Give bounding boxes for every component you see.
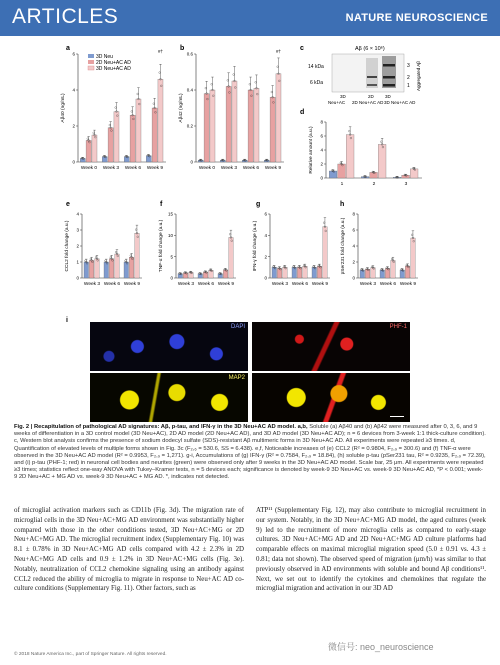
bar-g-2-0 (312, 267, 317, 278)
chart-g (252, 212, 330, 287)
band-label-1: 1 (407, 83, 410, 89)
bar-b-3-1 (270, 97, 275, 162)
bar-h-2-2 (411, 238, 416, 278)
y-tick-label: 0.4 (186, 87, 193, 93)
legend (88, 54, 131, 72)
bar-g-2-1 (317, 266, 322, 278)
bar-a-3-1 (152, 108, 157, 162)
panel-letter-e: e (66, 201, 70, 208)
y-tick-label: 6 (72, 51, 75, 57)
bar-d-0-1 (338, 164, 346, 178)
y-tick-label: 2 (352, 259, 355, 265)
x-tick-label: Week 6 (379, 282, 397, 287)
blot-band-2a (367, 76, 377, 78)
x-tick-label: Week 3 (83, 282, 101, 287)
y-tick-label: 4 (320, 147, 323, 153)
x-tick-label: Week 3 (102, 166, 120, 171)
panel-letter-g: g (256, 201, 261, 208)
bar-a-3-2 (158, 79, 163, 162)
bar-e-1-0 (104, 262, 109, 278)
band-label-2: 2 (407, 75, 410, 81)
blot-band-2b (383, 76, 395, 79)
legend-swatch-2d-neu-ac-ad (88, 60, 94, 64)
y-tick-label: 0 (170, 275, 173, 281)
micro-label-map2: MAP2 (228, 375, 245, 381)
x-tick-label: Week 3 (220, 166, 238, 171)
body-column-left: of microglial activation markers such as CD11b (Fig. 3d). The migration rate of microglial cells in the 3D Neu+AC+MG AD environment was substantially higher compared with those in the other conditions tested, 3D Neu+AC+MG or 2D Neu+AC+MG AD. The microglial recruitment index (Supplementary Fig. 10) was 8.1 ± 0.78% in 3D Neu+AC+MG AD cells compared with 4.2 ± 2.3% in 2D Neu+AC+MG AD cells and 0.9 ± 1.2% in 3D Neu+AC+MG cells (Fig. 3e). Notably, neutralization of CCL2 chemokine signaling using an antibody against CCL2 reduced the ability of microglia to migrate in response to Neu+AC AD co-culture conditions (Supplementary Fig. 11). Other factors, such as (14, 507, 244, 593)
bar-e-0-1 (89, 260, 94, 278)
x-tick-label: Week 3 (177, 282, 195, 287)
x-tick-label: Week 6 (124, 166, 142, 171)
lane-label-2: 2D Neu+AC AD (352, 100, 384, 105)
y-tick-label: 4 (76, 211, 79, 217)
y-tick-label: 6 (352, 227, 355, 233)
bar-e-2-0 (124, 262, 129, 278)
micro-map2 (90, 373, 248, 422)
bar-b-0-2 (210, 90, 215, 162)
bar-h-1-2 (391, 260, 396, 278)
y-tick-label: 2 (72, 123, 75, 129)
caption-lead: Fig. 2 | Recapitulation of pathological AD signatures: Aβ, p-tau, and IFN-γ in the 3D Neu+AC AD model. a,b, (14, 424, 308, 430)
bar-b-1-1 (226, 86, 231, 162)
x-tick-label: Week 6 (197, 282, 215, 287)
legend-label-2d-neu-ac-ad: 2D Neu+AC AD (96, 60, 131, 66)
aggregated-label: Aggregated Aβ (416, 61, 421, 91)
bar-d-0-2 (346, 135, 354, 178)
blot-smear-lane-2 (366, 58, 378, 88)
blot-band-1a (367, 84, 377, 86)
band-label-3: 3 (407, 63, 410, 69)
micro-label-dapi: DAPI (230, 324, 245, 330)
bar-a-0-2 (92, 135, 97, 162)
bar-e-1-1 (109, 259, 114, 278)
y-tick-label: 8 (320, 119, 323, 125)
x-tick-label: Week 0 (198, 166, 216, 171)
x-tick-label: 3 (404, 182, 408, 187)
bar-f-2-2 (229, 237, 234, 278)
y-axis-label: Aβ42 (ng/mL) (179, 93, 184, 123)
x-tick-label: Week 9 (399, 282, 417, 287)
y-axis-label: pSer231 fold change (a.u.) (341, 217, 346, 275)
chart-f (158, 212, 236, 287)
x-tick-label: 2 (372, 182, 376, 187)
y-tick-label: 0 (352, 275, 355, 281)
lane-label-1: Neu+AC (328, 100, 346, 105)
y-tick-label: 10 (167, 232, 173, 238)
panel-letter-c: c (300, 45, 304, 52)
y-tick-label: 0 (72, 159, 75, 165)
chart-e (64, 212, 142, 287)
y-tick-label: 0 (320, 175, 323, 181)
bar-h-0-2 (371, 268, 376, 278)
figure-panels (0, 36, 500, 326)
micro-phf1 (252, 322, 410, 371)
y-axis-label: CCL2 fold change (a.u.) (65, 220, 70, 272)
y-tick-label: 0 (264, 275, 267, 281)
x-tick-label: Week 9 (123, 282, 141, 287)
bar-b-2-1 (248, 90, 253, 162)
bar-a-1-2 (114, 112, 119, 162)
body-column-right: ATP¹¹ (Supplementary Fig. 12), may also contribute to microglial recruitment in our system. Notably, in the 3D Neu+AC+MG AD model, the aged cultures (week 9) led to the recruitment of more microglia cells as compared to early-stage cultures. 3D Neu+AC+MG AD and 2D Neu+AC+MG AD culture platforms had comparable effects on maximal microglial migration speed (5.0 ± 0.91 vs. 4.3 ± 0.81; data not shown). The observed speed of migration (μm/h) was similar to that previously observed in AD environments with soluble and bound Aβ conditions¹¹. Next, we set out to identify the cytokines and chemokines that regulate the microglial migration and activation in our 3D AD (256, 507, 486, 593)
y-tick-label: 0 (190, 159, 193, 165)
bar-h-2-1 (405, 266, 410, 278)
bar-g-1-2 (303, 266, 308, 278)
bar-a-2-2 (136, 99, 141, 162)
bar-g-1-1 (297, 267, 302, 278)
x-tick-label: Week 3 (359, 282, 377, 287)
y-tick-label: 8 (352, 211, 355, 217)
blot-marker-6kda: 6 kDa (310, 80, 324, 86)
y-tick-label: 5 (170, 254, 173, 260)
bar-b-3-2 (276, 74, 281, 162)
y-tick-label: 2 (76, 243, 79, 249)
y-tick-label: 0 (76, 275, 79, 281)
blot-marker-14kda: 14 kDa (308, 64, 324, 70)
x-tick-label: Week 9 (264, 166, 282, 171)
x-tick-label: Week 0 (80, 166, 98, 171)
y-tick-label: 4 (264, 232, 267, 238)
bar-a-1-1 (108, 128, 113, 162)
chart-h (340, 212, 418, 287)
chart-d (308, 120, 422, 187)
x-tick-label: Week 6 (291, 282, 309, 287)
figure-caption (14, 424, 486, 482)
blot-smear-lane-3 (382, 56, 396, 88)
chart-b (178, 49, 284, 171)
bar-a-2-1 (130, 115, 135, 162)
micro-dapi (90, 322, 248, 371)
y-axis-label: Aβ40 (ng/mL) (61, 93, 66, 123)
panel-letter-f: f (160, 201, 163, 208)
legend-label-3d-neu-ac-ad: 3D Neu+AC AD (96, 66, 131, 72)
copyright-footer: © 2018 Nature America Inc., part of Springer Nature. All rights reserved. (14, 652, 167, 657)
bar-e-0-2 (95, 259, 100, 278)
y-axis-label: Relative amount (a.u.) (309, 126, 314, 174)
y-axis-label: IFN-γ fold change (a.u.) (253, 220, 258, 272)
panel-letter-i: i (66, 317, 68, 324)
section-title: ARTICLES (12, 5, 119, 28)
y-tick-label: 6 (264, 211, 267, 217)
x-tick-label: Week 3 (271, 282, 289, 287)
panel-letter-h: h (340, 201, 345, 208)
bar-g-0-0 (272, 267, 277, 278)
x-tick-label: Week 9 (217, 282, 235, 287)
bar-b-1-2 (232, 81, 237, 162)
y-tick-label: 0.6 (186, 51, 193, 57)
x-tick-label: Week 6 (242, 166, 260, 171)
y-tick-label: 15 (167, 211, 173, 217)
panel-letter-d: d (300, 109, 305, 116)
y-tick-label: 6 (320, 133, 323, 139)
panel-letter-a: a (66, 45, 70, 52)
blot-band-3 (383, 64, 395, 67)
bar-e-1-2 (115, 254, 120, 278)
y-tick-label: 4 (72, 87, 75, 93)
lane-label-3: 3D Neu+AC AD (384, 100, 416, 105)
scale-bar (390, 416, 404, 418)
micro-merge (252, 373, 410, 422)
y-tick-label: 3 (76, 227, 79, 233)
bar-g-2-2 (323, 227, 328, 278)
y-tick-label: 2 (264, 254, 267, 260)
bar-a-0-1 (86, 140, 91, 162)
bar-g-0-2 (283, 267, 288, 278)
microscopy-panel (90, 322, 410, 422)
y-tick-label: 4 (352, 243, 355, 249)
bar-e-2-2 (135, 233, 140, 278)
journal-name: NATURE NEUROSCIENCE (345, 12, 488, 24)
blot-band-1b (383, 84, 395, 87)
significance-marker: #† (157, 49, 164, 54)
legend-swatch-3d-neu-ac-ad (88, 66, 94, 70)
caption-text: Soluble (a) Aβ40 and (b) Aβ42 were measured after 0, 3, 6, and 9 weeks of differentiation in a 3D control model (3D Neu+AC), 2D AD model (2D Neu+AC AD), and 3D AD model (3D Neu+AC AD); n = 6 devices from 3-week 1:1 thick-culture condition). c, Western blot analysis confirms the presence of sodium dodecyl sulfate (SDS)-resistant Aβ multimeric forms in 3D Neu+AC AD. All experiments were repeated ≥3 times. d, Quantification of elevated levels of multiple forms shown in Fig. 3c (F₂,₆ = 530.6, SS = 6.438). e,f, Noticeable increases of (e) CCL2 (R² = 0.9804, F₂,₉ = 300.6) and (f) TNF-α were observed in the 3D Neu+AC AD model (R² = 0.9953, F₂,₉ = 1,271). g-i, Accumulations of (g) IFN-γ (R² = 0.7584, F₂,₉ = 18.84), (h) soluble p-tau (pSer231 tau, R² = 0.9235, F₂,₉ = 72.39), and (i) p-tau (PHF-1; red) in neuronal cell bodies and neurites (green) were observed only after 9 weeks in the 3D Neu+AC AD model. Scale bar, 25 μm. All experiments were repeated ≥3 times; statistics reflect one-way ANOVA with Tukey–Kramer tests, n = 5 devices each; significance is denoted by week-9 3D Neu+AC vs. week-9 3D Neu+AC AD, *P < 0.001; week-9 2D Neu+AC + MG AD vs. week-9 3D Neu+AC + MG AD. *, indicates not detected. (14, 424, 486, 481)
panel-letter-b: b (180, 45, 185, 52)
lane-top-1: 3D (340, 94, 346, 99)
legend-label-3d-neu: 3D Neu (96, 54, 113, 60)
bar-e-2-1 (129, 257, 134, 278)
bar-b-2-2 (254, 88, 259, 162)
y-tick-label: 1 (76, 259, 79, 265)
wechat-watermark: 微信号: neo_neuroscience (328, 642, 434, 652)
x-tick-label: 1 (340, 182, 344, 187)
blot-title: Aβ (6 × 10⁶) (355, 46, 385, 52)
western-blot (308, 45, 421, 105)
lane-top-3: 3D (385, 94, 391, 99)
legend-swatch-3d-neu (88, 54, 94, 58)
bar-b-0-1 (204, 94, 209, 162)
lane-top-2: 2D (368, 94, 374, 99)
bar-g-1-0 (292, 267, 297, 278)
bar-d-1-2 (378, 144, 386, 178)
bar-e-0-0 (84, 262, 89, 278)
micro-label-phf1: PHF-1 (389, 324, 407, 330)
significance-marker: #† (275, 49, 282, 54)
x-tick-label: Week 6 (103, 282, 121, 287)
y-tick-label: 2 (320, 161, 323, 167)
x-tick-label: Week 9 (311, 282, 329, 287)
y-tick-label: 0.2 (186, 123, 193, 129)
y-axis-label: TNF-α fold change (a.u.) (159, 219, 164, 273)
x-tick-label: Week 9 (146, 166, 164, 171)
journal-header (0, 0, 500, 36)
